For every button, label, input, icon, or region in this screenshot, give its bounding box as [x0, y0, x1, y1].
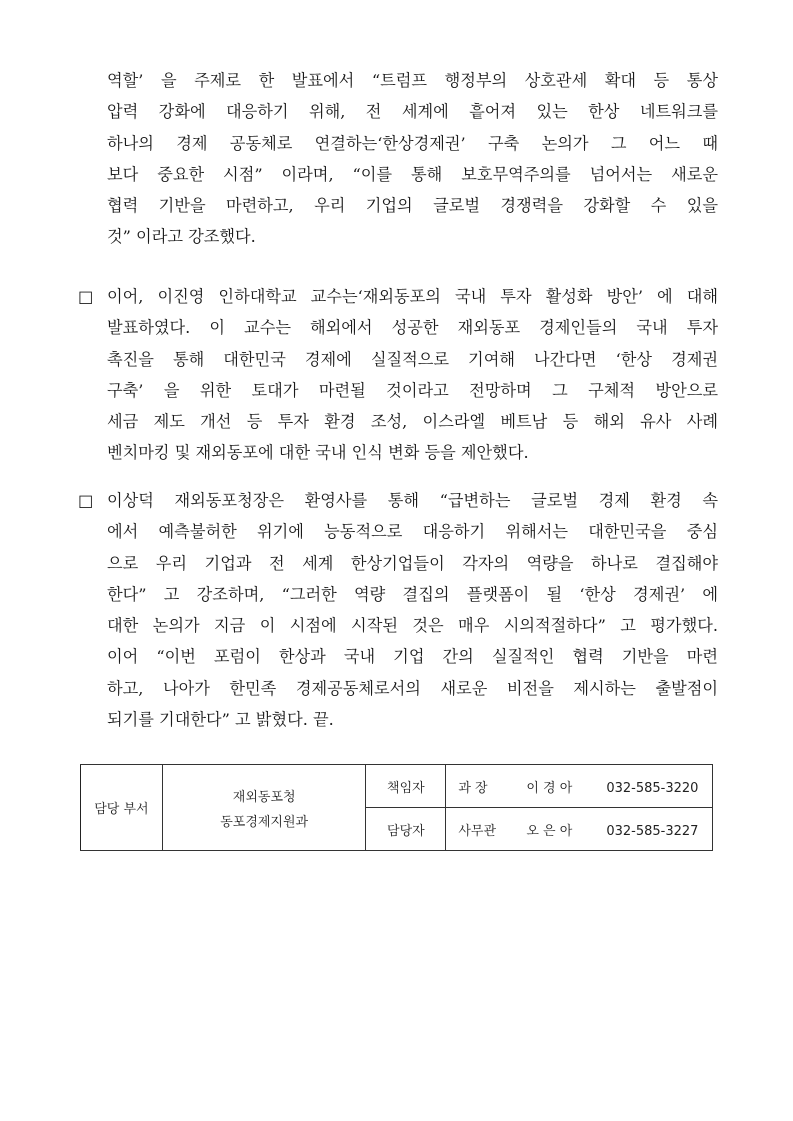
paragraph-1 — [107, 65, 718, 253]
division-name: 동포경제지원과 — [220, 814, 309, 830]
dept-label: 담당 부서 — [94, 802, 149, 817]
text-line: 협력 기반을 마련하고, 우리 기업의 글로벌 경쟁력을 강화할 수 있을 — [107, 196, 718, 216]
text-line: 이어, 이진영 인하대학교 교수는‘재외동포의 국내 투자 활성화 방안’ 에 대해 — [107, 287, 718, 306]
person-title: 사무관 — [458, 823, 497, 839]
contact-table — [80, 764, 713, 851]
text-line: 세금 제도 개선 등 투자 환경 조성, 이스라엘 베트남 등 해외 유사 사례 — [107, 412, 718, 432]
person-name: 이 경 아 — [526, 780, 573, 796]
text-line: 이상덕 재외동포청장은 환영사를 통해 “급변하는 글로벌 경제 환경 속 — [107, 491, 718, 510]
text-line: 이어 “이번 포럼이 한상과 국내 기업 간의 실질적인 협력 기반을 마련 — [107, 647, 718, 667]
role-label: 책임자 — [387, 780, 425, 796]
text-line: 벤치마킹 및 재외동포에 대한 국내 인식 변화 등을 제안했다. — [107, 443, 529, 463]
text-line: 것” 이라고 강조했다. — [107, 227, 256, 247]
text-line: 구축’ 을 위한 토대가 마련될 것이라고 전망하며 그 구체적 방안으로 — [107, 380, 718, 400]
role-cell — [366, 808, 446, 851]
dept-name-cell — [162, 765, 366, 851]
text-line: 발표하였다. 이 교수는 해외에서 성공한 재외동포 경제인들의 국내 투자 — [107, 318, 718, 338]
text-line: 으로 우리 기업과 전 세계 한상기업들이 각자의 역량을 하나로 결집해야 — [107, 553, 718, 573]
agency-name: 재외동포청 — [232, 789, 296, 805]
phone-number: 032-585-3227 — [606, 823, 699, 839]
person-title: 과 장 — [458, 780, 488, 796]
bullet-box-icon: □ — [78, 491, 94, 510]
phone-number: 032-585-3220 — [606, 780, 699, 796]
paragraph-3 — [78, 485, 718, 735]
text-line: 에서 예측불허한 위기에 능동적으로 대응하기 위해서는 대한민국을 중심 — [107, 522, 718, 542]
text-line: 촉진을 통해 대한민국 경제에 실질적으로 기여해 나간다면 ‘한상 경제권 — [107, 349, 718, 369]
text-line: 압력 강화에 대응하기 위해, 전 세계에 흩어져 있는 한상 네트워크를 — [107, 102, 718, 122]
role-cell — [366, 765, 446, 808]
text-line: 한다” 고 강조하며, “그러한 역량 결집의 플랫폼이 될 ‘한상 경제권’ 에 — [107, 584, 718, 604]
person-name: 오 은 아 — [526, 823, 573, 839]
text-line: 하고, 나아가 한민족 경제공동체로서의 새로운 비전을 제시하는 출발점이 — [107, 678, 718, 698]
table-row — [81, 765, 713, 808]
role-label: 담당자 — [387, 823, 425, 839]
text-line: 대한 논의가 지금 이 시점에 시작된 것은 매우 시의적절하다” 고 평가했다. — [107, 616, 718, 636]
text-line: 되기를 기대한다” 고 밝혔다. 끝. — [107, 710, 334, 730]
paragraph-2 — [78, 281, 718, 469]
text-line: 하나의 경제 공동체로 연결하는‘한상경제권’ 구축 논의가 그 어느 때 — [107, 133, 718, 153]
bullet-box-icon: □ — [78, 287, 94, 306]
dept-label-cell — [81, 765, 163, 851]
text-line: 보다 중요한 시점” 이라며, “이를 통해 보호무역주의를 넘어서는 새로운 — [107, 164, 718, 184]
person-cell — [446, 765, 713, 808]
text-line: 역할’ 을 주제로 한 발표에서 “트럼프 행정부의 상호관세 확대 등 통상 — [107, 71, 718, 90]
person-cell — [446, 808, 713, 851]
